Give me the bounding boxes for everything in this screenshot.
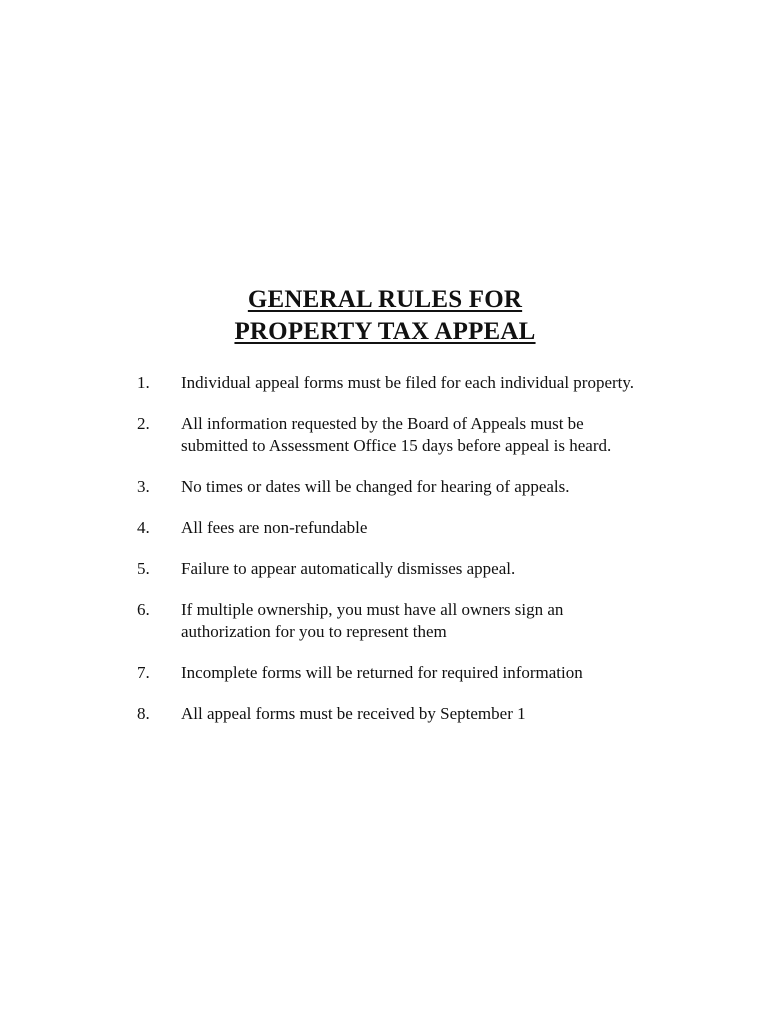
rule-text-line: All appeal forms must be received by September 1: [181, 704, 526, 723]
rule-item-1: [0, 372, 770, 394]
rule-item-6: [0, 599, 770, 643]
rule-item-8: [0, 703, 770, 725]
rule-item-7: [0, 662, 770, 684]
title-line-1: GENERAL RULES FOR: [247, 286, 523, 313]
rule-text: [181, 703, 701, 725]
rule-text-line: All information requested by the Board of Appeals must be: [181, 414, 584, 433]
rule-text: [181, 372, 701, 394]
rule-item-4: [0, 517, 770, 539]
rule-text-line: Incomplete forms will be returned for required information: [181, 663, 583, 682]
rule-text-line: No times or dates will be changed for hearing of appeals.: [181, 477, 570, 496]
rule-text-line: If multiple ownership, you must have all owners sign an: [181, 600, 564, 619]
rule-text-line: authorization for you to represent them: [181, 622, 447, 641]
rule-number: 3.: [137, 477, 150, 496]
rule-number: 6.: [137, 600, 150, 619]
document-title: [0, 284, 770, 348]
rule-number: 2.: [137, 414, 150, 433]
rule-text: [181, 558, 701, 580]
rule-text: [181, 599, 701, 643]
rule-text-line: submitted to Assessment Office 15 days before appeal is heard.: [181, 436, 612, 455]
rule-item-3: [0, 476, 770, 498]
rule-text: [181, 413, 701, 457]
rule-text: [181, 662, 701, 684]
rules-list: [0, 372, 770, 744]
rule-item-2: [0, 413, 770, 457]
rule-text-line: All fees are non-refundable: [181, 518, 368, 537]
rule-number: 4.: [137, 518, 150, 537]
rule-text: [181, 517, 701, 539]
rule-number: 8.: [137, 704, 150, 723]
rule-number: 5.: [137, 559, 150, 578]
rule-text: [181, 476, 701, 498]
rule-number: 7.: [137, 663, 150, 682]
title-line-2: PROPERTY TAX APPEAL: [234, 318, 536, 345]
rule-item-5: [0, 558, 770, 580]
rule-text-line: Failure to appear automatically dismisses appeal.: [181, 559, 516, 578]
rule-text-line: Individual appeal forms must be filed for each individual property.: [181, 373, 635, 392]
rule-number: 1.: [137, 373, 150, 392]
